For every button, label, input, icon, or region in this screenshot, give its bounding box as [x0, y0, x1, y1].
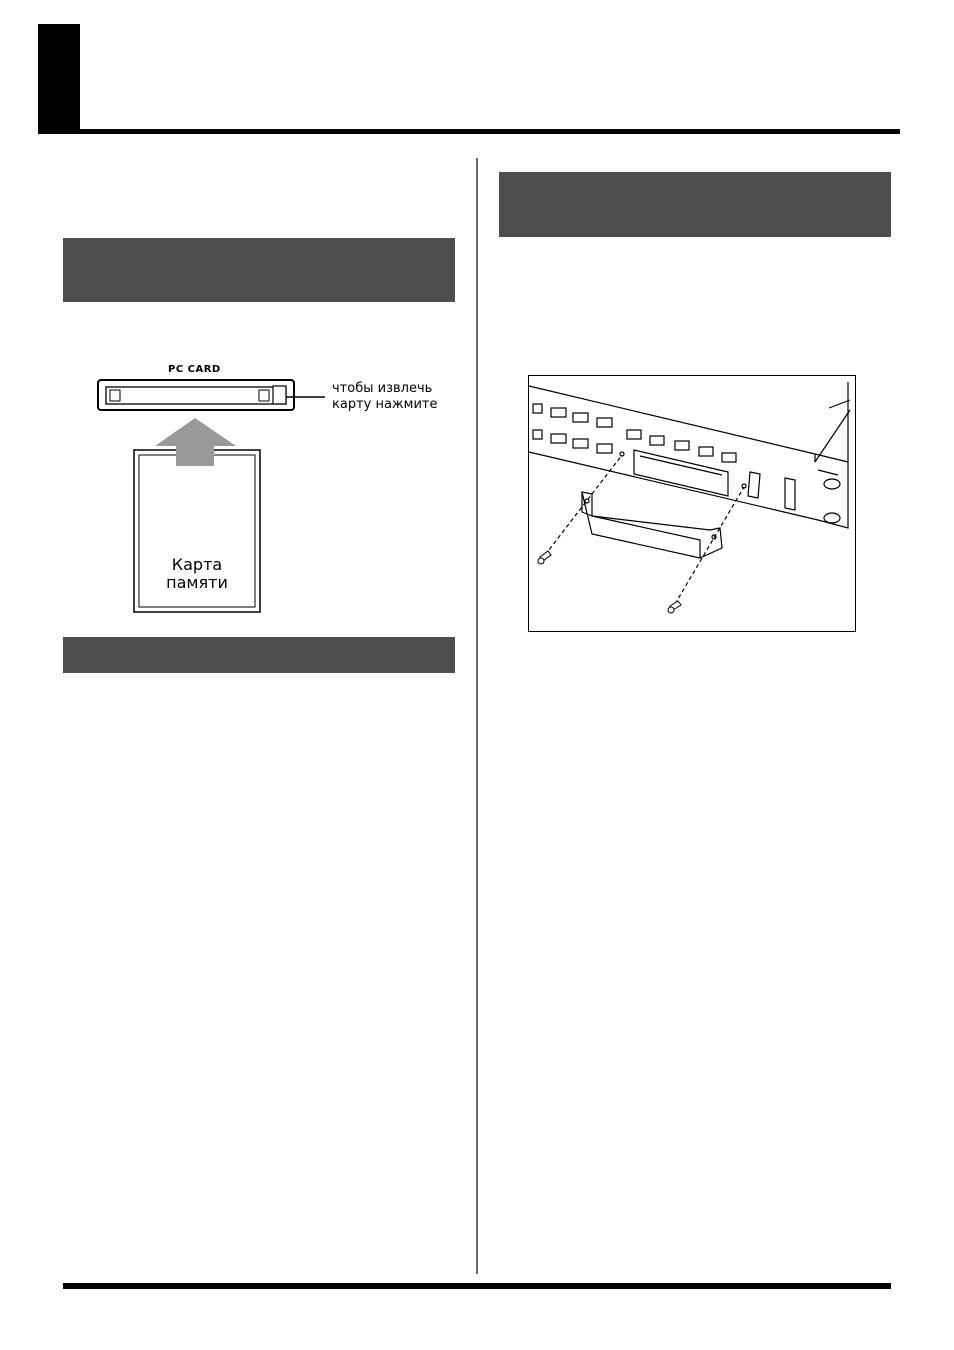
footer-rule — [63, 1283, 891, 1289]
section-heading-bar-right — [499, 172, 891, 237]
pc-card-slot — [98, 380, 325, 410]
memory-card-label: Карта памяти — [166, 555, 228, 592]
header-rule — [38, 129, 900, 134]
pc-card-slot-title: PC CARD — [168, 364, 221, 375]
bracket-installation-figure — [528, 375, 856, 632]
chapter-tab — [38, 24, 80, 134]
eject-hint-label: чтобы извлечь карту нажмите — [332, 381, 438, 412]
section-heading-bar-left-top — [63, 238, 455, 302]
section-heading-bar-left-bottom — [63, 637, 455, 673]
column-divider — [476, 158, 478, 1274]
